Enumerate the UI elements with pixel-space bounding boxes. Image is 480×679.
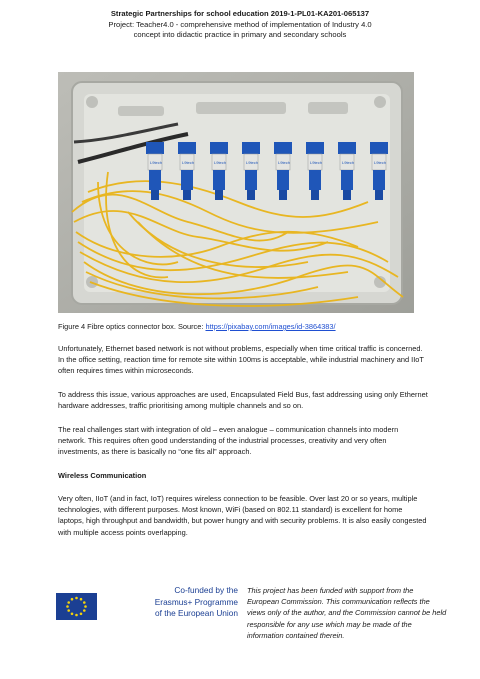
paragraph-approaches: To address this issue, various approaches are used, Encapsulated Field Bus, fast addressing using only Ethernet hardware addresses, traffic prioritising among multiple channels and so on. [58,390,428,411]
cofund-text [96,585,238,620]
cofund-line: of the European Union [154,608,238,618]
paragraph-integration: The real challenges start with integration of old – even analogue – communication channels into modern network. This requires often good understanding of the industrial processes, creativity and very often investments, as there is basically no “one fits all” approach. [58,425,399,457]
erasmus-logo [56,585,239,629]
header-project-line: Project: Teacher4.0 - comprehensive method of implementation of Industry 4.0 [108,19,372,29]
fibre-optics-box-photo [58,72,414,313]
document-header [0,9,480,41]
paragraph-wireless: Very often, IIoT (and in fact, IoT) requires wireless connection to be feasible. Over last 20 or so years, multiple technologies, with different purposes. Most known, WiFi (based on 802.11 standard) is excellent for home laptops, high throughput and bandwidth, but power hungry and with security problems. It is also easily congested with multiple access points overlapping. [58,494,427,537]
cofund-line: Erasmus+ Programme [154,596,238,607]
section-heading: Wireless Communication [58,471,147,480]
cofund-line: Co-funded by the [174,585,238,595]
figure-caption [58,322,438,331]
svg-text:L9tech: L9tech [150,160,163,165]
source-link[interactable]: https://pixabay.com/images/id-3864383/ [205,322,336,331]
svg-text:L9tech: L9tech [374,160,387,165]
paragraph-ethernet-problems: Unfortunately, Ethernet based network is not without problems, especially when time critical traffic is concerned. In the office setting, reaction time for remote site within 100ms is acceptable, while industrial machinery and IIoT often requires times within microseconds. [58,344,424,376]
header-programme-line: Strategic Partnerships for school education 2019-1-PL01-KA201-065137 [110,9,370,18]
svg-text:L9tech: L9tech [182,160,195,165]
header-project-line-2: concept into didactic practice in primary and secondary schools [133,30,347,39]
caption-text: Figure 4 Fibre optics connector box. Source: [58,322,206,331]
svg-text:L9tech: L9tech [246,160,259,165]
funding-disclaimer: This project has been funded with support from the European Commission. This communication reflects the views only of the author, and the Commission cannot be held responsible for any use which may be made of the information contained therein. [247,586,447,640]
svg-text:L9tech: L9tech [310,160,323,165]
fibre-box-illustration [58,72,414,313]
svg-text:L9tech: L9tech [214,160,227,165]
svg-text:L9tech: L9tech [278,160,291,165]
svg-text:L9tech: L9tech [342,160,355,165]
eu-flag-icon [56,593,97,620]
